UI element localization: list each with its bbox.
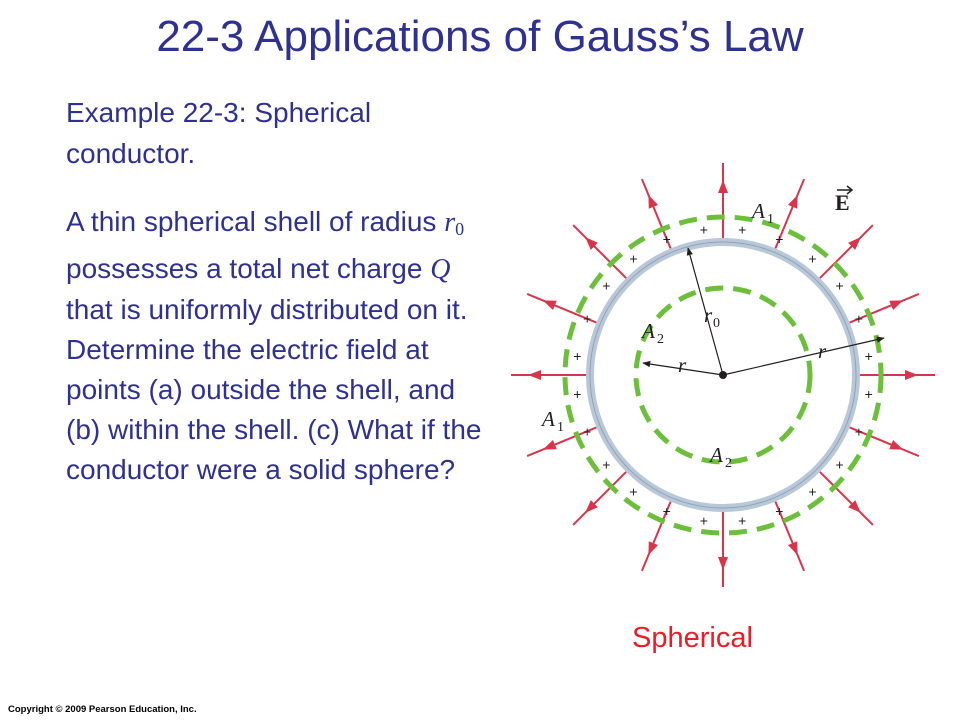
plus-charge: + bbox=[775, 231, 784, 248]
label-a1-left: A bbox=[542, 407, 555, 431]
problem-text-part3: that is uniformly distributed on it. Determine the electric field at points (a) outside the shell, and (b) within the shell. (c) What if the conductor were a solid sphere? bbox=[66, 294, 482, 485]
plus-charge: + bbox=[629, 250, 638, 267]
plus-charge: + bbox=[629, 483, 638, 500]
problem-statement bbox=[66, 202, 496, 490]
field-line bbox=[820, 225, 873, 278]
field-line-arrow-icon bbox=[788, 541, 802, 557]
label-a1-top: A bbox=[752, 199, 765, 223]
plus-charge: + bbox=[835, 277, 844, 294]
label-a2-bottom: A bbox=[710, 443, 723, 467]
plus-charge: + bbox=[864, 386, 873, 403]
figure-caption: Spherical bbox=[632, 622, 753, 654]
field-line-arrow-icon bbox=[788, 193, 802, 209]
label-r-inner: r bbox=[678, 353, 687, 377]
field-line-arrow-icon bbox=[889, 296, 905, 310]
label-a2-bottom-subscript: 2 bbox=[725, 456, 732, 471]
field-line-arrow-icon bbox=[644, 541, 658, 557]
problem-text-part2: possesses a total net charge bbox=[66, 253, 431, 284]
plus-charge: + bbox=[602, 456, 611, 473]
field-line-arrow-icon bbox=[541, 440, 557, 454]
label-r-outer: r bbox=[818, 339, 827, 363]
label-r0: r bbox=[704, 303, 713, 327]
plus-charge: + bbox=[864, 347, 873, 364]
field-line-arrow-icon bbox=[905, 370, 918, 380]
field-line bbox=[573, 472, 626, 525]
field-line bbox=[573, 225, 626, 278]
plus-charge: + bbox=[738, 512, 747, 529]
plus-charge: + bbox=[573, 347, 582, 364]
problem-text-part1: A thin spherical shell of radius bbox=[66, 206, 445, 237]
label-r0-subscript: 0 bbox=[713, 316, 720, 331]
field-line-arrow-icon bbox=[889, 440, 905, 454]
slide-title: 22-3 Applications of Gauss’s Law bbox=[156, 12, 804, 61]
plus-charge: + bbox=[854, 310, 863, 327]
charge-symbol: Q bbox=[430, 254, 451, 285]
plus-charge: + bbox=[738, 221, 747, 238]
plus-charge: + bbox=[808, 250, 817, 267]
plus-charge: + bbox=[662, 231, 671, 248]
label-a1-left-subscript: 1 bbox=[557, 420, 564, 435]
field-line-arrow-icon bbox=[644, 193, 658, 209]
field-line-arrow-icon bbox=[718, 557, 728, 570]
field-line bbox=[820, 472, 873, 525]
plus-charge: + bbox=[808, 483, 817, 500]
plus-charge: + bbox=[583, 423, 592, 440]
field-line-arrow-icon bbox=[541, 296, 557, 310]
label-a1-top-subscript: 1 bbox=[767, 212, 774, 227]
radius-subscript: 0 bbox=[455, 219, 465, 239]
plus-charge: + bbox=[662, 502, 671, 519]
plus-charge: + bbox=[835, 456, 844, 473]
field-line-arrow-icon bbox=[528, 370, 541, 380]
plus-charge: + bbox=[699, 512, 708, 529]
plus-charge: + bbox=[583, 310, 592, 327]
field-vector-label: E bbox=[835, 190, 850, 215]
copyright-notice: Copyright © 2009 Pearson Education, Inc. bbox=[8, 704, 197, 715]
label-a2-left: A bbox=[642, 319, 655, 343]
field-line-arrow-icon bbox=[718, 180, 728, 193]
radius-symbol: r bbox=[444, 207, 456, 238]
plus-charge: + bbox=[573, 386, 582, 403]
plus-charge: + bbox=[699, 221, 708, 238]
label-a2-left-subscript: 2 bbox=[657, 332, 664, 347]
plus-charge: + bbox=[854, 423, 863, 440]
example-heading: Example 22-3: Spherical conductor. bbox=[66, 97, 372, 169]
plus-charge: + bbox=[775, 502, 784, 519]
plus-charge: + bbox=[602, 277, 611, 294]
spherical-conductor-diagram bbox=[500, 150, 960, 610]
